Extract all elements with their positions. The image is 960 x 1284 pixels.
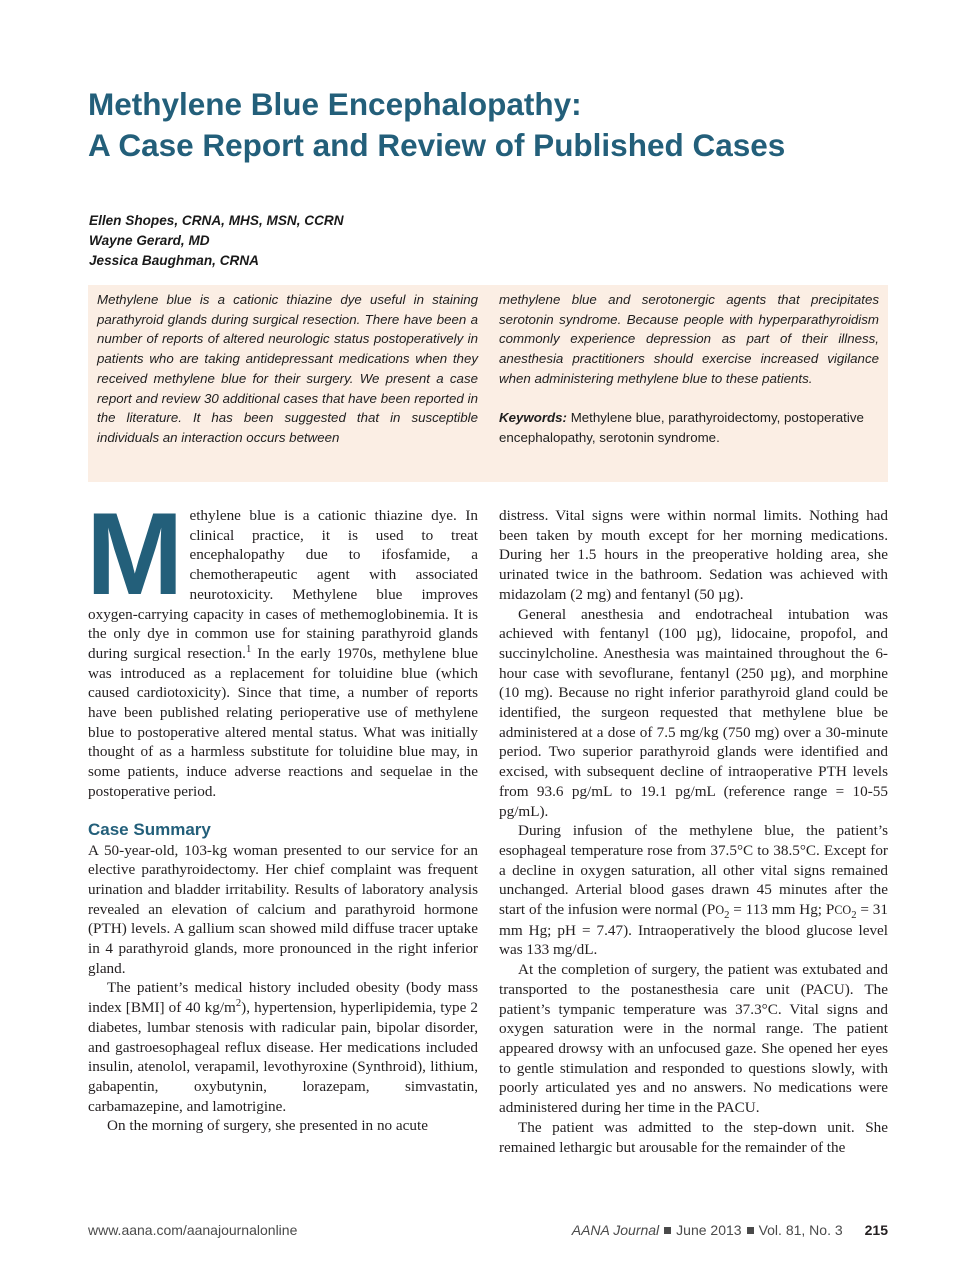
title-line-1: Methylene Blue Encephalopathy: <box>88 86 582 122</box>
reference-1: 1 <box>245 643 252 655</box>
footer-date: June 2013 <box>676 1222 742 1238</box>
drop-cap: M <box>86 488 184 619</box>
abstract-left-column: Methylene blue is a cationic thiazine dye useful in staining parathyroid glands during surgical resection. There have been a number of reports of altered neurologic status postoperatively in patients who are taking antidepressant medications when they received methylene blue for their surgery. We present a case report and review 30 additional cases that have been reported in the literature. It has been suggested that in susceptible individuals an interaction occurs between <box>97 292 478 445</box>
footer-url[interactable]: www.aana.com/aanajournalonline <box>88 1222 298 1238</box>
intro-paragraph <box>86 488 478 802</box>
case-paragraph-2 <box>88 978 478 1116</box>
case-p2-text-a: The patient’s medical history included obesity (body mass index [BMI] of 40 kg/m <box>88 979 478 1017</box>
right-paragraph-3 <box>499 821 888 960</box>
keywords <box>499 408 879 447</box>
page-number: 215 <box>864 1222 888 1238</box>
title-line-2: A Case Report and Review of Published Cases <box>88 127 786 163</box>
right-p3-text-b: = 113 mm Hg; P <box>729 901 835 919</box>
abstract-box <box>88 285 888 482</box>
section-heading-case-summary: Case Summary <box>88 819 211 839</box>
right-p3-text-a: During infusion of the methylene blue, the patient’s esophageal temperature rose from 37.5°C to 38.5°C. Except for a decline in oxygen saturation, all other vital signs remained unchanged. Arterial blood gases drawn 45 minutes after the start of the infusion were normal (P <box>499 822 888 919</box>
pco2-sub: 2 <box>851 910 857 922</box>
article-title <box>88 84 888 166</box>
intro-text-cont: In the early 1970s, methylene blue was introduced as a replacement for toluidine blue (which caused cardiotoxicity). Since that time, a number of reports have been published relating perioperative use of methylene blue to postoperative altered mental status. What was initially thought of as a harmless substitute for toluidine blue may, in some patients, induce adverse reactions and sequelae in the postoperative period. <box>88 644 478 800</box>
right-paragraph-5: The patient was admitted to the step-down unit. She remained lethargic but arousable for the remainder of the <box>499 1118 888 1156</box>
abstract-right-column <box>499 290 879 448</box>
author-1: Ellen Shopes, CRNA, MHS, MSN, CCRN <box>89 213 344 228</box>
body-left-column <box>86 488 478 1136</box>
po2-o: O <box>715 903 725 918</box>
square-bullet-icon <box>747 1227 754 1234</box>
po2-sub: 2 <box>724 910 730 922</box>
abstract-right-text: methylene blue and serotonergic agents that precipitates serotonin syndrome. Because people with hyperparathyroidism commonly experience depression as part of their illness, anesthesia practitioners should exercise increased vigilance when administering methylene blue to these patients. <box>499 292 879 386</box>
superscript-2: 2 <box>235 998 242 1010</box>
author-3: Jessica Baughman, CRNA <box>89 253 259 268</box>
author-list <box>89 211 344 271</box>
keywords-text: Methylene blue, parathyroidectomy, postoperative encephalopathy, serotonin syndrome. <box>499 410 864 445</box>
right-p3-text-c: = 31 mm Hg; pH = 7.47). Intraoperatively the blood glucose level was 133 mg/dL. <box>499 901 888 959</box>
square-bullet-icon <box>664 1227 671 1234</box>
footer-citation <box>572 1222 888 1238</box>
footer-journal: AANA Journal <box>571 1222 660 1238</box>
right-paragraph-2: General anesthesia and endotracheal intubation was achieved with fentanyl (100 µg), lidocaine, propofol, and succinylcholine. Anesthesia was maintained throughout the 6-hour case with sevoflurane, fentanyl (250 µg), and morphine (10 mg). Because no right inferior parathyroid gland could be identified, the surgeon requested that methylene blue be administered at a dose of 7.5 mg/kg (750 mg) over a 30-minute period. Two superior parathyroid glands were identified and excised, with subsequent decline of intraoperative PTH levels from 93.6 pg/mL to 19.1 pg/mL (reference range = 10-55 pg/mL). <box>499 605 888 820</box>
intro-text: ethylene blue is a cationic thiazine dye. In clinical practice, it is used to treat encephalopathy due to ifosfamide, a chemotherapeutic agent with associated neurotoxicity. Methylene blue improves oxygen-carrying capacity in cases of methemoglobinemia. It is the only dye in common use for staining parathyroid glands during surgical resection. <box>88 507 478 662</box>
footer-volume: Vol. 81, No. 3 <box>758 1222 843 1238</box>
pco2-co: CO <box>834 903 852 918</box>
case-paragraph-1: A 50-year-old, 103-kg woman presented to our service for an elective parathyroidectomy. Her chief complaint was frequent urination and bladder irritability. Results of laboratory analysis revealed an elevation of calcium and parathyroid hormone (PTH) levels. A gallium scan showed mild diffuse tracer uptake in 4 parathyroid glands, more pronounced in the right inferior gland. <box>88 841 478 977</box>
author-2: Wayne Gerard, MD <box>89 233 210 248</box>
case-p2-text-b: ), hypertension, hyperlipidemia, type 2 diabetes, lumbar stenosis with radicular pain, bipolar disorder, and gastroesophageal reflux disease. Her medications included insulin, atenolol, verapamil, levothyroxine (Synthroid), lithium, gabapentin, oxybutynin, lorazepam, simvastatin, carbamazepine, and lamotrigine. <box>88 999 478 1115</box>
right-paragraph-1: distress. Vital signs were within normal limits. Nothing had been taken by mouth except for her morning medications. During her 1.5 hours in the preoperative holding area, she urinated twice in the bathroom. Sedation was achieved with midazolam (2 mg) and fentanyl (50 µg). <box>499 507 888 603</box>
right-paragraph-4: At the completion of surgery, the patient was extubated and transported to the postanesthesia care unit (PACU). The patient’s tympanic temperature was 37.3°C. Vital signs and oxygen saturation were in the normal range. The patient appeared drowsy with an unfocused gaze. She opened her eyes to gentle stimulation and responded to questions slowly, with poorly articulated yes and no answers. No medications were administered during her time in the PACU. <box>499 961 888 1117</box>
case-paragraph-3: On the morning of surgery, she presented in no acute <box>107 1117 428 1135</box>
body-right-column <box>499 506 888 1157</box>
keywords-label: Keywords: <box>499 410 567 426</box>
